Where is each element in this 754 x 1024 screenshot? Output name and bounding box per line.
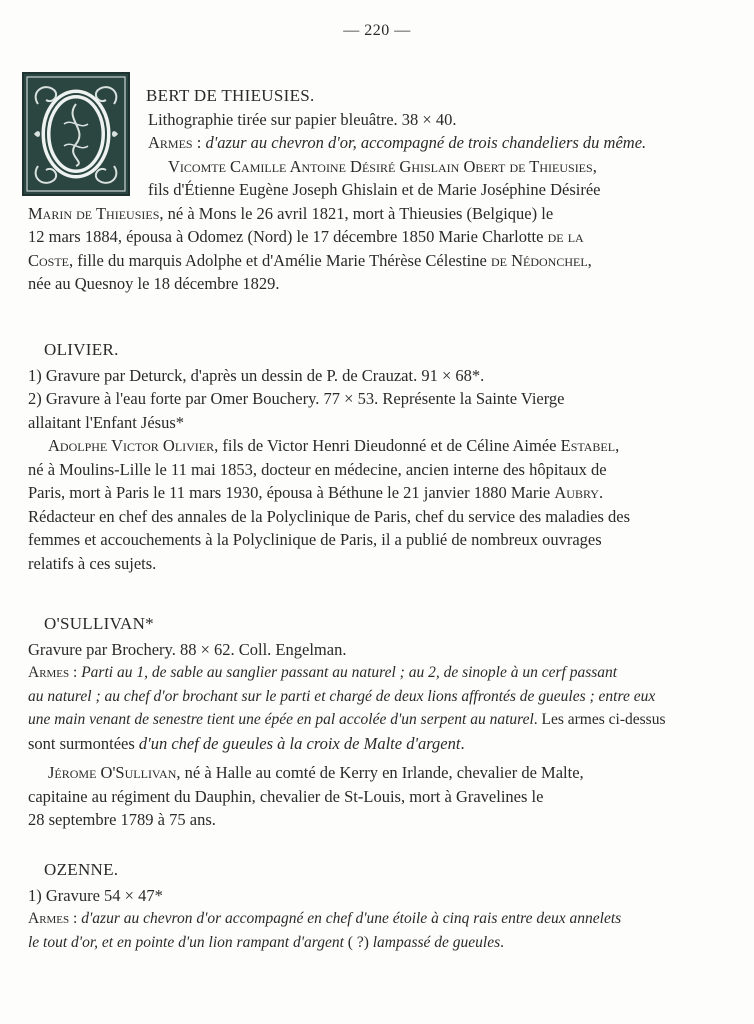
bio-line: Adolphe Victor Olivier, fils de Victor Henri Dieudonné et de Céline Aimée Estabel,	[48, 436, 620, 455]
bio-line: Coste, fille du marquis Adolphe et d'Amélie Marie Thérèse Célestine de Nédonchel,	[28, 250, 592, 270]
armes-label: Armes :	[28, 664, 82, 681]
entry-olivier	[28, 338, 708, 575]
person-name: Estabel	[560, 436, 616, 455]
bio-line: Rédacteur en chef des annales de la Polyclinique de Paris, chef du service des maladies des	[28, 506, 631, 526]
person-name: Vicomte Camille Antoine Désiré Ghislain Obert de Thieusies,	[168, 156, 597, 176]
entry-line: 1) Gravure par Deturck, d'après un dessin de P. de Crauzat. 91 × 68*.	[28, 365, 485, 385]
bio-line: 12 mars 1884, épousa à Odomez (Nord) le 17 décembre 1850 Marie Charlotte de la	[28, 227, 584, 246]
entry-heading: OZENNE.	[44, 860, 119, 879]
bio-line: 28 septembre 1789 à 75 ans.	[28, 810, 216, 829]
entry-obert	[28, 84, 708, 296]
person-name: Aubry	[554, 483, 599, 502]
entry-line: Gravure par Brochery. 88 × 62. Coll. Engelman.	[28, 639, 347, 659]
bio-line	[168, 155, 708, 179]
entry-line: 1) Gravure 54 × 47*	[28, 885, 163, 905]
armes-text: d'azur au chevron d'or, accompagné de trois chandeliers du même.	[205, 133, 647, 152]
person-name: Coste	[28, 250, 70, 270]
bio-line: femmes et accouchements à la Polyclinique de Paris, il a publié de nombreux ouvrages	[28, 530, 602, 549]
bio-line: capitaine au régiment du Dauphin, chevalier de St-Louis, mort à Gravelines le	[28, 786, 544, 806]
armes-line: Armes : d'azur au chevron d'or accompagné en chef d'une étoile à cinq rais entre deux annelets	[28, 910, 622, 927]
armes-label: Armes :	[148, 133, 206, 152]
entry-line: 2) Gravure à l'eau forte par Omer Bouchery. 77 × 53. Représente la Sainte Vierge	[28, 389, 565, 408]
page-number: — 220 —	[343, 22, 411, 39]
entry-heading: BERT DE THIEUSIES.	[146, 86, 315, 105]
bio-line: née au Quesnoy le 18 décembre 1829.	[28, 274, 280, 293]
armes-line: le tout d'or, et en pointe d'un lion rampant d'argent ( ?) lampassé de gueules.	[28, 933, 505, 951]
person-name: de Nédonchel	[490, 250, 588, 270]
armes-label: Armes :	[28, 910, 82, 927]
bio-line: né à Moulins-Lille le 11 mai 1853, docteur en médecine, ancien interne des hôpitaux de	[28, 459, 607, 479]
armes-line: Armes : Parti au 1, de sable au sanglier passant au naturel ; au 2, de sinople à un cerf passant	[28, 664, 618, 681]
armes-line	[148, 131, 708, 155]
entry-heading: OLIVIER.	[44, 340, 119, 359]
entry-ozenne	[28, 858, 708, 954]
entry-heading: O'SULLIVAN*	[44, 614, 154, 633]
bio-line: Paris, mort à Paris le 11 mars 1930, épousa à Béthune le 21 janvier 1880 Marie Aubry.	[28, 483, 604, 502]
entry-line: Lithographie tirée sur papier bleuâtre. 38 × 40.	[148, 109, 457, 129]
bio-line: Marin de Thieusies, né à Mons le 26 avril 1821, mort à Thieusies (Belgique) le	[28, 203, 554, 223]
bio-line: fils d'Étienne Eugène Joseph Ghislain et de Marie Joséphine Désirée	[148, 180, 601, 199]
armes-line: sont surmontées d'un chef de gueules à la croix de Malte d'argent.	[28, 733, 465, 753]
entry-osullivan	[28, 612, 708, 832]
person-name: de la	[547, 227, 584, 246]
person-name: Jérome O'Sullivan	[48, 763, 177, 782]
armes-line: au naturel ; au chef d'or brochant sur le parti et chargé de deux lions affrontés de gueules ; entre eux	[28, 687, 656, 705]
person-name: Marin de Thieusies	[28, 203, 160, 223]
bio-line: Jérome O'Sullivan, né à Halle au comté de Kerry en Irlande, chevalier de Malte,	[48, 763, 584, 782]
person-name: Adolphe Victor Olivier	[48, 436, 215, 455]
bio-line: relatifs à ces sujets.	[28, 553, 157, 573]
entry-line: allaitant l'Enfant Jésus*	[28, 412, 185, 432]
armes-line: une main venant de senestre tient une épée en pal accolée d'un serpent au naturel. Les armes ci-dessus	[28, 711, 666, 728]
